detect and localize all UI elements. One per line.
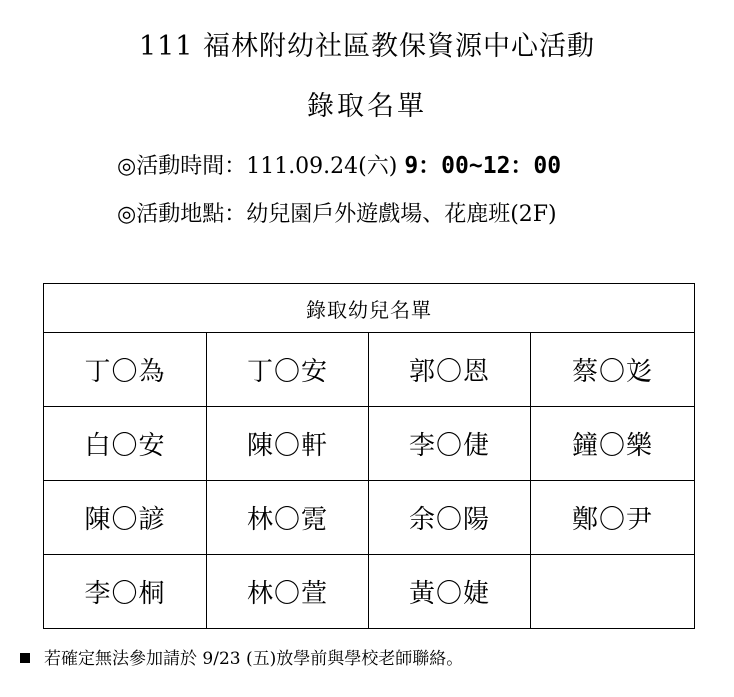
child-name-cell: 白〇安 [44,407,207,481]
child-name-cell: 林〇萱 [207,555,369,629]
page-title: 111 福林附幼社區教保資源中心活動 [138,31,596,62]
empty-cell [531,555,695,629]
activity-time [117,147,561,180]
activity-place: ◎活動地點：幼兒園戶外遊戲場、花鹿班(2F) [117,202,557,227]
child-name-cell: 丁〇為 [44,333,207,407]
child-name-cell: 鐘〇樂 [531,407,695,481]
notice-text: 若確定無法參加請於 9/23 (五)放學前與學校老師聯絡。 [44,649,464,669]
child-name-cell: 陳〇軒 [207,407,369,481]
child-name-cell: 李〇倢 [369,407,531,481]
table-row [44,333,695,407]
child-name-cell: 李〇桐 [44,555,207,629]
roster-header-row [44,284,695,333]
notice [20,644,463,669]
child-name-cell: 黃〇婕 [369,555,531,629]
roster-heading: 錄取幼兒名單 [44,284,695,333]
table-row [44,555,695,629]
table-row [44,481,695,555]
child-name-cell: 丁〇安 [207,333,369,407]
child-name-cell: 鄭〇尹 [531,481,695,555]
activity-time-value: 9：00~12：00 [404,153,562,179]
child-name-cell: 林〇霓 [207,481,369,555]
square-bullet-icon [20,653,30,663]
roster-table [43,283,695,629]
child-name-cell: 蔡〇彣 [531,333,695,407]
child-name-cell: 余〇陽 [369,481,531,555]
activity-time-label: ◎活動時間：111.09.24(六) [117,154,405,179]
table-row [44,407,695,481]
child-name-cell: 陳〇諺 [44,481,207,555]
page-subtitle: 錄取名單 [307,91,427,122]
child-name-cell: 郭〇恩 [369,333,531,407]
